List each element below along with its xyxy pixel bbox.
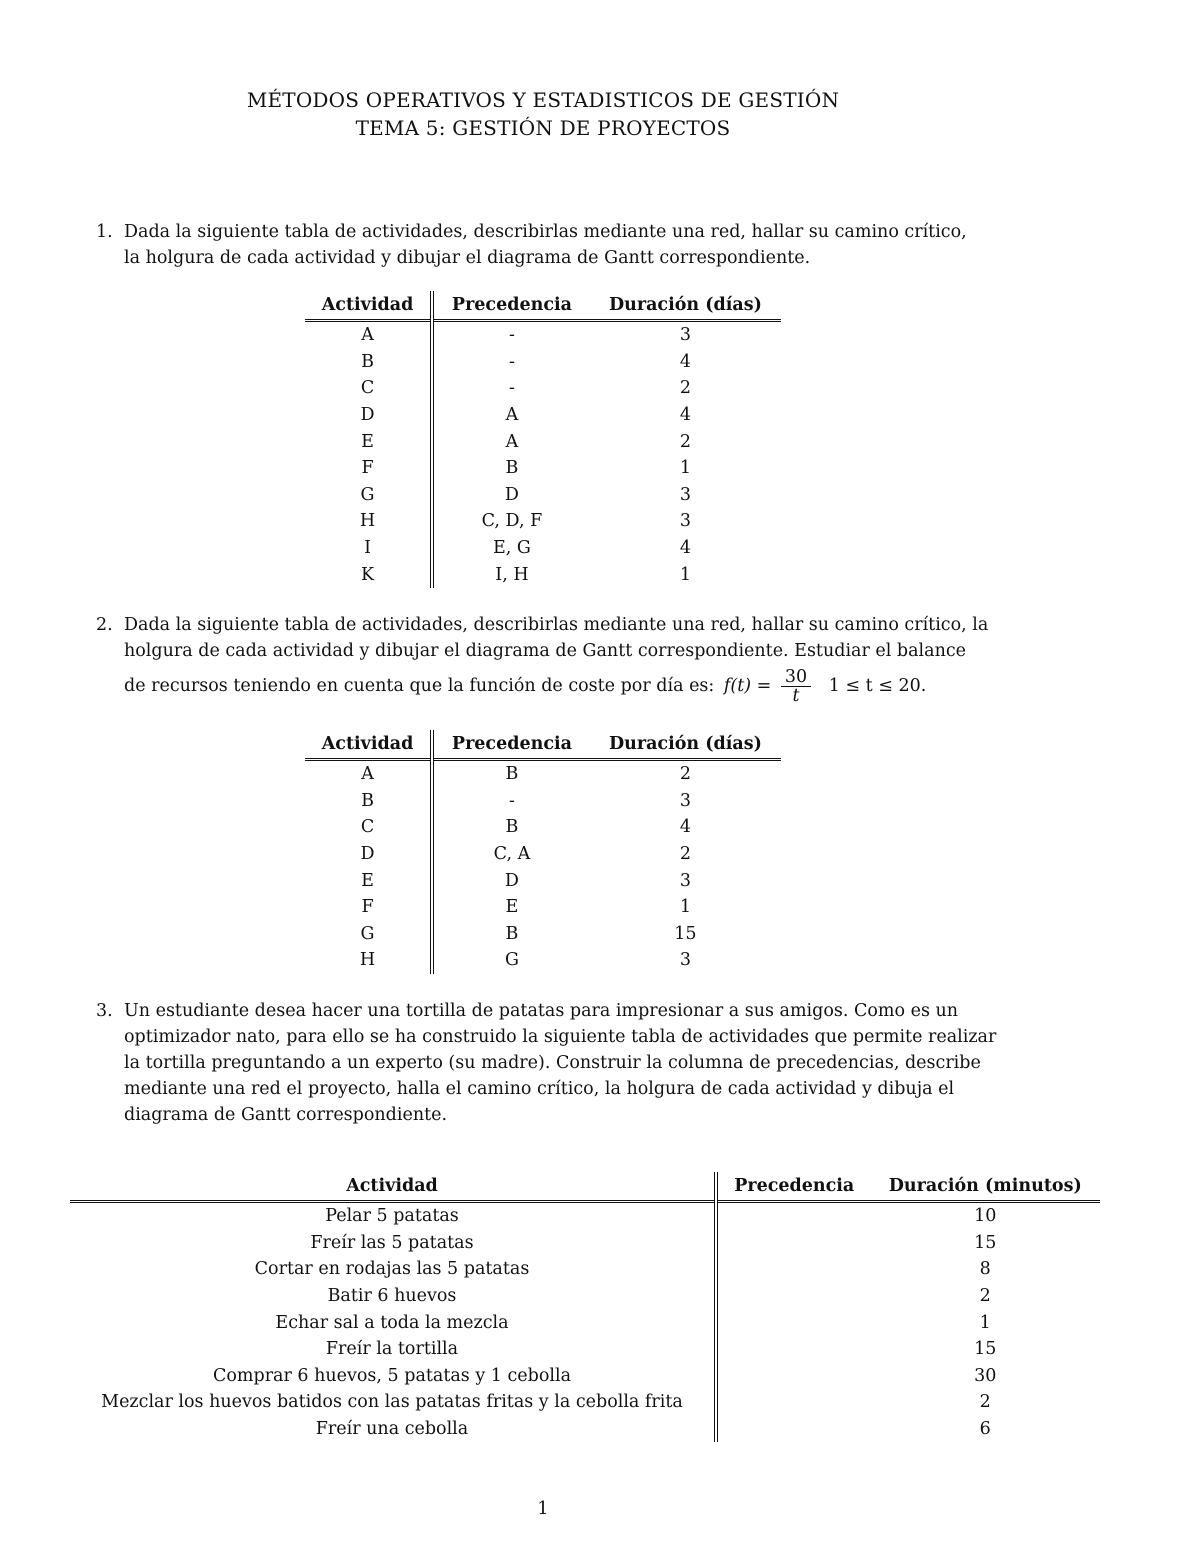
table-row [70, 1389, 1100, 1416]
statement-line-formula [124, 668, 1024, 705]
table-cell [716, 1309, 870, 1336]
table-row [305, 760, 781, 788]
table-row [305, 894, 781, 921]
table-cell: Comprar 6 huevos, 5 patatas y 1 cebolla [70, 1363, 716, 1390]
table-row [70, 1363, 1100, 1390]
table-cell: Cortar en rodajas las 5 patatas [70, 1256, 716, 1283]
table-cell: 1 [679, 897, 691, 918]
activity-table-3 [70, 1172, 1100, 1442]
statement-line: optimizador nato, para ello se ha construido la siguiente tabla de actividades que permite realizar [124, 1027, 997, 1047]
table-cell: 4 [679, 817, 691, 838]
table-cell: 1 [679, 458, 691, 479]
table-cell: G [504, 950, 519, 971]
formula-range: 1 ≤ t ≤ 20. [828, 676, 927, 696]
table-row [305, 921, 781, 948]
table-row [305, 375, 781, 402]
table-row [305, 788, 781, 815]
table-cell: 4 [679, 538, 691, 559]
table-row [70, 1416, 1100, 1443]
table-cell: 3 [679, 484, 691, 505]
table-cell [716, 1363, 870, 1390]
table-cell [716, 1202, 870, 1230]
page-number: 1 [537, 1498, 549, 1519]
problem-number: 3. [96, 1001, 113, 1021]
problem-statement [124, 219, 1024, 271]
activity-table-2 [305, 730, 781, 974]
table-cell: 2 [979, 1392, 991, 1413]
table-cell: Pelar 5 patatas [70, 1202, 716, 1230]
document-subtitle: TEMA 5: GESTIÓN DE PROYECTOS [355, 116, 731, 140]
table-row [70, 1202, 1100, 1230]
column-header: Duración (minutos) [888, 1176, 1082, 1196]
table-cell: B [305, 788, 432, 815]
table-cell: E [505, 897, 519, 918]
table-cell: A [305, 760, 432, 788]
statement-line: mediante una red el proyecto, halla el camino crítico, la holgura de cada actividad y dibuja el [124, 1079, 955, 1099]
problem-number: 2. [96, 615, 113, 635]
table-cell: H [305, 947, 432, 974]
statement-line: diagrama de Gantt correspondiente. [124, 1105, 448, 1125]
table-cell: 15 [674, 923, 697, 944]
table-cell: I, H [495, 564, 529, 585]
table-row [305, 402, 781, 429]
column-header: Actividad [305, 730, 432, 760]
table-cell: 2 [679, 844, 691, 865]
statement-line: Dada la siguiente tabla de actividades, describirlas mediante una red, hallar su camino crítico, la [124, 615, 989, 635]
table-row [305, 535, 781, 562]
statement-line: la holgura de cada actividad y dibujar el diagrama de Gantt correspondiente. [124, 248, 811, 268]
table-row [305, 841, 781, 868]
table-cell: 3 [679, 950, 691, 971]
table-row [305, 482, 781, 509]
table-cell: 8 [979, 1259, 991, 1280]
table-row [305, 561, 781, 588]
document-title: MÉTODOS OPERATIVOS Y ESTADISTICOS DE GESTIÓN [246, 88, 840, 112]
table-cell: G [305, 482, 432, 509]
table-cell: 1 [679, 564, 691, 585]
table-cell: G [305, 921, 432, 948]
table-cell: A [305, 321, 432, 349]
table-cell: 3 [679, 325, 691, 346]
table-cell: 4 [679, 405, 691, 426]
table-row [305, 947, 781, 974]
column-header: Actividad [305, 291, 432, 321]
table-cell: 3 [679, 870, 691, 891]
formula-denominator: t [792, 686, 800, 706]
statement-line: holgura de cada actividad y dibujar el diagrama de Gantt correspondiente. Estudiar el balance [124, 641, 967, 661]
table-cell: - [508, 325, 515, 346]
column-header: Duración (días) [608, 295, 762, 315]
table-cell: D [504, 484, 519, 505]
table-cell: B [505, 764, 519, 785]
table-header-row [70, 1172, 1100, 1202]
table-cell: Batir 6 huevos [70, 1283, 716, 1310]
table-cell: - [508, 790, 515, 811]
table-cell: E [305, 428, 432, 455]
statement-line: Un estudiante desea hacer una tortilla de patatas para impresionar a sus amigos. Como es un [124, 1001, 959, 1021]
table-cell [716, 1230, 870, 1257]
table-cell: C [305, 814, 432, 841]
table-cell [716, 1256, 870, 1283]
table-cell [716, 1336, 870, 1363]
table-cell: D [305, 841, 432, 868]
table-row [305, 814, 781, 841]
table-cell: A [505, 431, 519, 452]
statement-line: Dada la siguiente tabla de actividades, describirlas mediante una red, hallar su camino crítico, [124, 222, 967, 242]
table-cell: Freír las 5 patatas [70, 1230, 716, 1257]
table-cell: E [305, 867, 432, 894]
problem-statement [124, 998, 1024, 1128]
table-cell: F [305, 455, 432, 482]
table-cell [716, 1389, 870, 1416]
table-cell: Freír la tortilla [70, 1336, 716, 1363]
column-header: Precedencia [451, 734, 572, 754]
table-header-row [305, 730, 781, 760]
column-header: Duración (días) [608, 734, 762, 754]
table-row [305, 867, 781, 894]
table-cell: H [305, 508, 432, 535]
table-cell: 2 [979, 1286, 991, 1307]
table-cell: B [505, 923, 519, 944]
table-row [305, 508, 781, 535]
table-cell: Mezclar los huevos batidos con las patatas fritas y la cebolla frita [70, 1389, 716, 1416]
table-cell: 2 [679, 764, 691, 785]
table-cell: 3 [679, 790, 691, 811]
table-cell: B [505, 817, 519, 838]
table-cell: C, A [493, 844, 531, 865]
table-cell: F [305, 894, 432, 921]
table-header-row [305, 291, 781, 321]
table-cell: 30 [974, 1365, 997, 1386]
formula-numerator: 30 [781, 668, 811, 687]
table-row [305, 428, 781, 455]
table-cell: E, G [493, 538, 531, 559]
column-header: Actividad [70, 1172, 716, 1202]
statement-line: la tortilla preguntando a un experto (su madre). Construir la columna de precedencias, describe [124, 1053, 981, 1073]
activity-table-1 [305, 291, 781, 588]
table-cell: Echar sal a toda la mezcla [70, 1309, 716, 1336]
table-row [70, 1230, 1100, 1257]
table-cell: 2 [679, 378, 691, 399]
table-cell: D [305, 402, 432, 429]
column-header: Precedencia [734, 1176, 855, 1196]
table-row [70, 1336, 1100, 1363]
table-cell: 1 [979, 1312, 991, 1333]
table-cell: B [505, 458, 519, 479]
table-cell: 10 [974, 1206, 997, 1227]
formula-fraction [781, 668, 811, 705]
table-cell [716, 1283, 870, 1310]
table-cell: Freír una cebolla [70, 1416, 716, 1443]
formula-lhs: f(t) = [723, 676, 772, 696]
problem-statement [124, 612, 1024, 705]
problem-number: 1. [96, 222, 113, 242]
table-cell: B [305, 349, 432, 376]
column-header: Precedencia [451, 295, 572, 315]
table-row [70, 1283, 1100, 1310]
table-cell: C, D, F [481, 511, 543, 532]
table-cell: I [305, 535, 432, 562]
table-cell: 3 [679, 511, 691, 532]
statement-text: de recursos teniendo en cuenta que la función de coste por día es: [124, 676, 715, 696]
table-row [305, 349, 781, 376]
table-cell: C [305, 375, 432, 402]
table-cell: - [508, 378, 515, 399]
table-row [70, 1309, 1100, 1336]
table-cell [716, 1416, 870, 1443]
table-cell: 2 [679, 431, 691, 452]
table-cell: 4 [679, 351, 691, 372]
table-row [70, 1256, 1100, 1283]
table-cell: 15 [974, 1232, 997, 1253]
table-cell: K [305, 561, 432, 588]
table-cell: 15 [974, 1339, 997, 1360]
table-cell: A [505, 405, 519, 426]
table-row [305, 321, 781, 349]
table-cell: - [508, 351, 515, 372]
table-cell: D [504, 870, 519, 891]
table-cell: 6 [979, 1419, 991, 1440]
table-row [305, 455, 781, 482]
